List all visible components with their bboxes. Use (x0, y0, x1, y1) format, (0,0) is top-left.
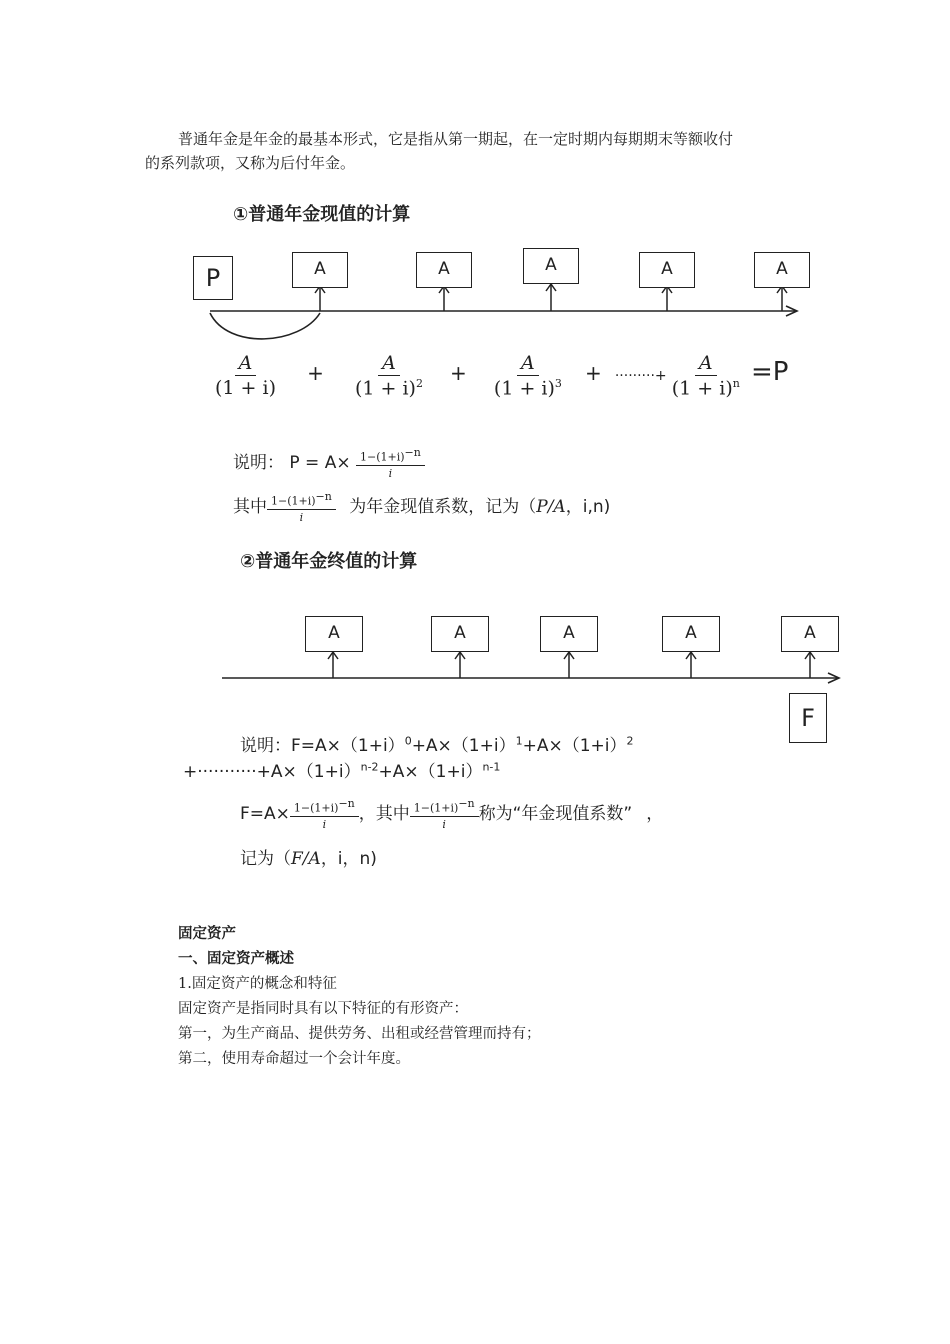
pv-coef: 其中 $\frac{1-(1+i)^{-n}}{i}$ 为年金现值系数，记为（P/A，i,n) (233, 490, 611, 524)
pv-a-box-3: A (523, 248, 579, 284)
pv-series-formula (215, 352, 788, 399)
fixed-assets-item-1: 1.固定资产的概念和特征 (178, 976, 337, 992)
fv-record: 记为（F/A，i，n) (240, 849, 377, 869)
fixed-assets-definition: 固定资产是指同时具有以下特征的有形资产： (178, 1001, 468, 1017)
fv-explain-line-1: 说明：$F=A\times(1+i)^0+A\times(1+i)^1+A\times(1+i)^2$ (240, 734, 634, 756)
plus-2: + (450, 361, 467, 386)
fv-a-box-2: A (431, 616, 489, 652)
fv-explain-line-2: $+\cdot\cdot\cdot\cdot\cdot\cdot\cdot\cdot\cdot\cdot\cdot+A\times(1+i)^{n-2}+A\times(1+i)^{n-1}$ (183, 760, 501, 782)
fixed-assets-first: 第一，为生产商品、提供劳务、出租或经营管理而持有； (178, 1026, 541, 1042)
fv-a-box-3: A (540, 616, 598, 652)
intro-line-1: 普通年金是年金的最基本形式，它是指从第一期起，在一定时期内每期期末等额收付 (178, 130, 734, 148)
fv-a-box-5: A (781, 616, 839, 652)
fv-formula: F=A× $\frac{1-(1+i)^{-n}}{i}$ ，其中 $\frac{1-(1+i)^{-n}}{i}$ 称为“年金现值系数” ， (240, 797, 664, 831)
pv-a-box-5: A (754, 252, 810, 288)
pv-explain: 说明： P = A× $\frac{1-(1+i)^{-n}}{i}$ (233, 446, 425, 480)
fv-a-box-4: A (662, 616, 720, 652)
equals-p: =P (750, 357, 789, 388)
pv-title: ①普通年金现值的计算 (233, 204, 411, 225)
fixed-assets-second: 第二，使用寿命超过一个会计年度。 (178, 1051, 410, 1067)
pv-a-box-2: A (416, 252, 472, 288)
pv-a-box-1: A (292, 252, 348, 288)
pv-term-2: $\frac{A}{(1 + i)^2}$ (354, 352, 423, 400)
fv-up-arrows (328, 652, 815, 678)
fixed-assets-heading: 固定资产 (178, 926, 236, 942)
pv-term-1: $\frac{A}{(1 + i)}$ (215, 352, 276, 400)
pv-up-arrows (315, 284, 787, 311)
fv-title: ②普通年金终值的计算 (240, 551, 418, 572)
pv-term-n: $\frac{A}{(1 + i)^n}$ (671, 352, 740, 400)
intro-line-2: 的系列款项，又称为后付年金。 (145, 154, 356, 172)
pv-term-3: $\frac{A}{(1 + i)^3}$ (493, 352, 562, 400)
pv-p-box: P (193, 256, 233, 300)
dots: ·········+ (614, 368, 667, 385)
fv-f-box: F (789, 693, 827, 743)
pv-discount-arc (210, 313, 320, 339)
plus-3: + (585, 361, 602, 386)
plus-1: + (307, 361, 324, 386)
fixed-assets-subheading: 一、固定资产概述 (178, 951, 294, 967)
pv-a-box-4: A (639, 252, 695, 288)
fv-a-box-1: A (305, 616, 363, 652)
